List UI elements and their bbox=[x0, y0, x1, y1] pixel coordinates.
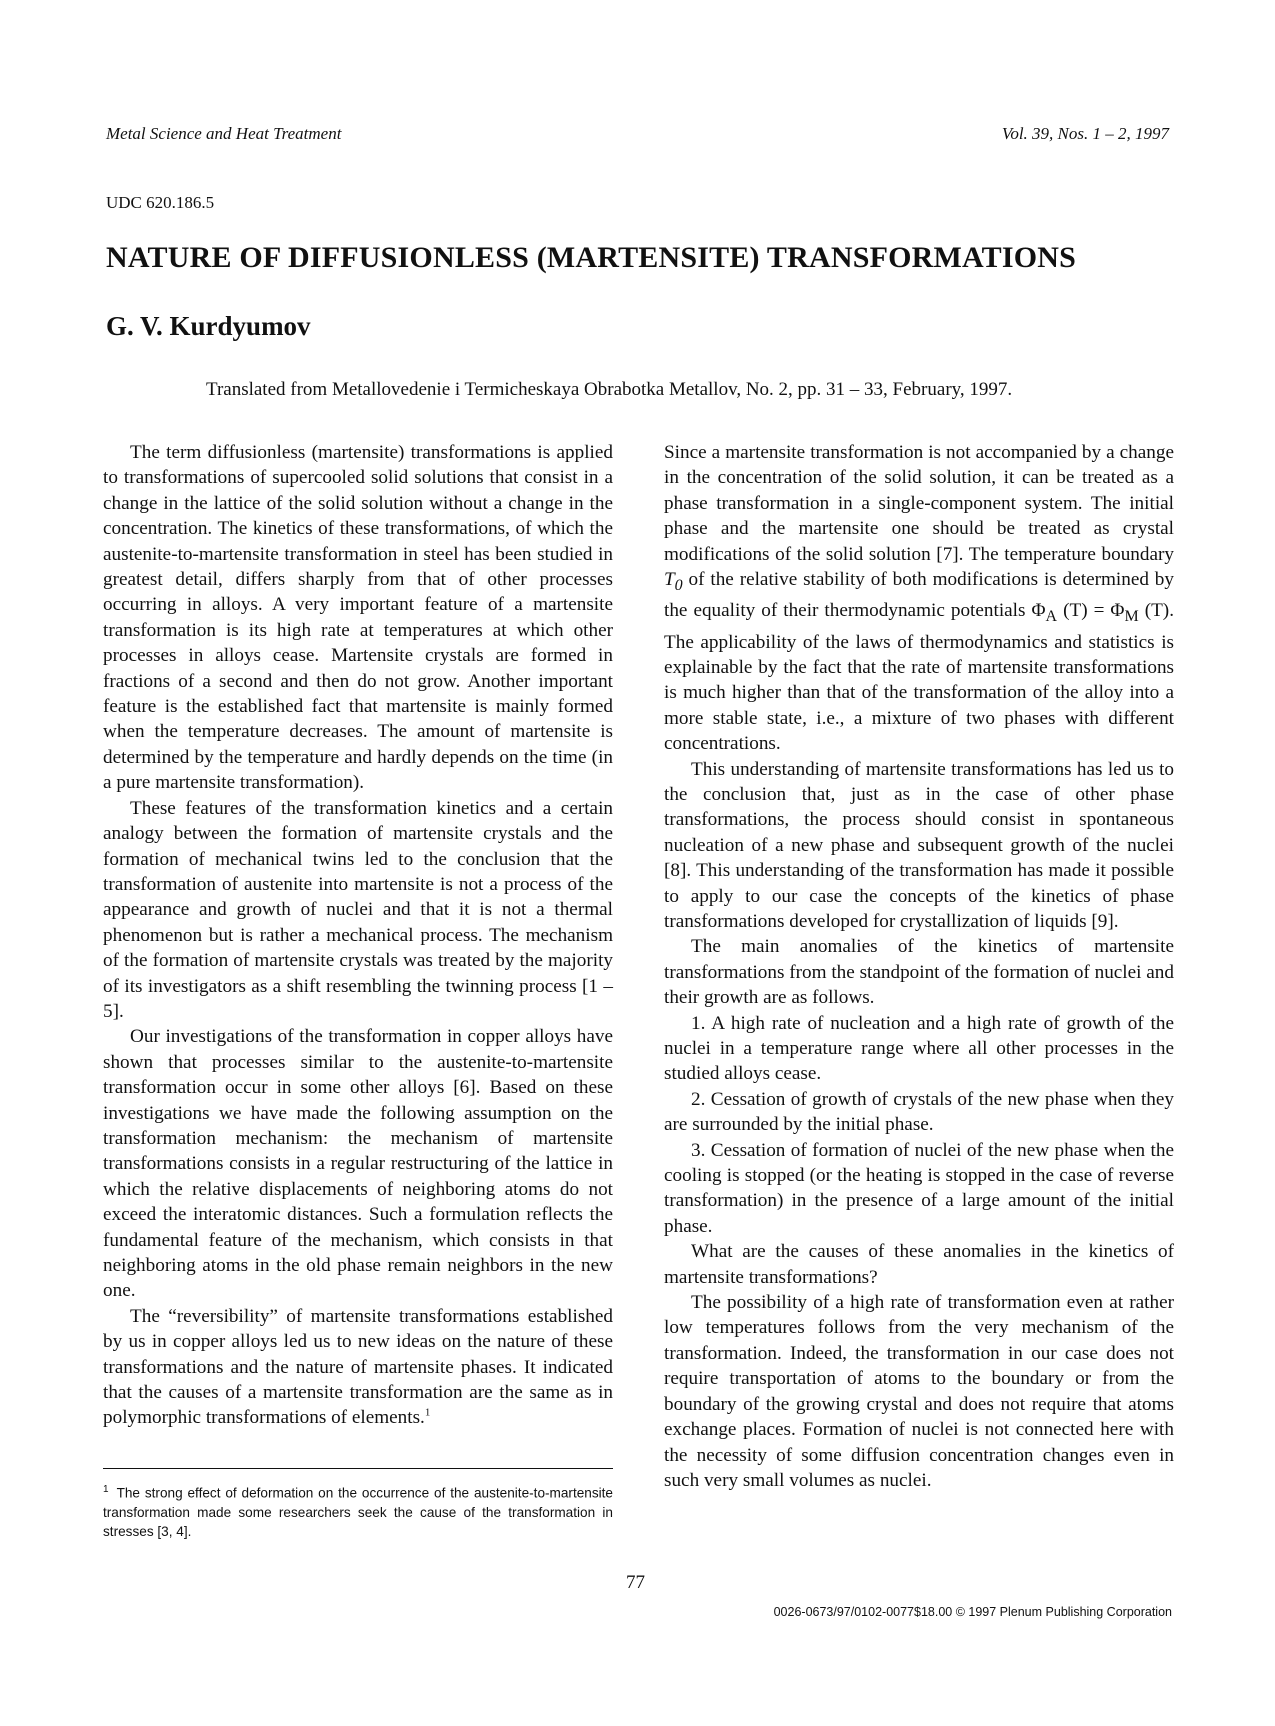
paragraph: What are the causes of these anomalies in the kinetics of martensite transformations? bbox=[664, 1241, 1174, 1288]
paragraph: The main anomalies of the kinetics of martensite transformations from the standpoint of the formation of nuclei and their growth are as follows. bbox=[664, 936, 1174, 1009]
paragraph: The possibility of a high rate of transformation even at rather low temperatures follows from the very mechanism of the transformation. Indeed, the transformation in our case does not require transportation of atoms to the boundary or from the boundary of the growing crystal and does not require that atoms exchange places. Formation of nuclei is not connected here with the necessity of some diffusion concentration changes even in such very small volumes as nuclei. bbox=[664, 1292, 1174, 1491]
paragraph: Our investigations of the transformation in copper alloys have shown that processes similar to the austenite-to-martensite transformation occur in some other alloys [6]. Based on these investigations we have made the following assumption on the transformation mechanism: the mechanism of martensite transformations consists in a regular restructuring of the lattice in which the relative displacements of neighboring atoms do not exceed the interatomic distances. Such a formulation reflects the fundamental feature of the mechanism, which consists in that neighboring atoms in the old phase remain neighbors in the new one. bbox=[103, 1026, 613, 1302]
list-item: 2. Cessation of growth of crystals of the new phase when they are surrounded by the initial phase. bbox=[664, 1088, 1174, 1136]
paragraph: The term diffusionless (martensite) transformations is applied to transformations of supercooled solid solutions that consist in a change in the lattice of the solid solution without a change in the concentration. The kinetics of these transformations, of which the austenite-to-martensite transformation in steel has been studied in greatest detail, differs sharply from that of other processes occurring in alloys. A very important feature of a martensite transformation is its high rate at temperatures at which other processes in alloys cease. Martensite crystals are formed in fractions of a second and then do not grow. Another important feature is the established fact that martensite is mainly formed when the temperature decreases. The amount of martensite is determined by the temperature and hardly depends on the time (in a pure martensite transformation). bbox=[103, 442, 613, 794]
paragraph-text: The “reversibility” of martensite transformations established by us in copper alloys led us to new ideas on the nature of these transformations and the nature of martensite phases. It indicated that the causes of a martensite transformation are the same as in polymorphic transformations of elements. bbox=[103, 1305, 613, 1429]
paragraph bbox=[664, 440, 1174, 757]
math-symbol: T bbox=[664, 569, 675, 591]
footnote bbox=[103, 1480, 613, 1541]
list-item: 1. A high rate of nucleation and a high rate of growth of the nuclei in a temperature range where all other processes in the studied alloys cease. bbox=[664, 1012, 1174, 1085]
journal-name: Metal Science and Heat Treatment bbox=[106, 124, 342, 143]
right-column bbox=[664, 440, 1174, 1493]
left-column bbox=[103, 440, 613, 1431]
footnote-divider bbox=[103, 1468, 613, 1469]
list-item: 3. Cessation of formation of nuclei of the new phase when the cooling is stopped (or the heating is stopped in the case of reverse transformation) in the presence of a large amount of the initial phase. bbox=[664, 1139, 1174, 1237]
translation-note: Translated from Metallovedenie i Termicheskaya Obrabotka Metallov, No. 2, pp. 31 – 33, February, 1997. bbox=[206, 379, 1013, 400]
paragraph-text: of the relative stability of both modifications is determined by the equality of their thermodynamic potentials bbox=[664, 569, 1174, 622]
copyright-line: 0026-0673/97/0102-0077$18.00 © 1997 Plenum Publishing Corporation bbox=[773, 1605, 1172, 1619]
author-name: G. V. Kurdyumov bbox=[106, 311, 311, 341]
math-symbol: (T) bbox=[1138, 600, 1170, 622]
paragraph: This understanding of martensite transformations has led us to the conclusion that, just as in the case of other phase transformations, the process should consist in spontaneous nucleation of a new phase and subsequent growth of the nuclei [8]. This understanding of the transformation has made it possible to apply to our case the concepts of the kinetics of phase transformations developed for crystallization of liquids [9]. bbox=[664, 758, 1174, 932]
paragraph-text: Since a martensite transformation is not accompanied by a change in the concentration of the solid solution, it can be treated as a phase transformation in a single-component system. The initial phase and the martensite one should be treated as crystal modifications of the solid solution [7]. The temperature boundary bbox=[664, 442, 1174, 565]
math-subscript: M bbox=[1124, 608, 1139, 626]
math-symbol: (T) = Φ bbox=[1057, 600, 1125, 622]
footnote-marker: 1 bbox=[424, 1407, 431, 1420]
paragraph: These features of the transformation kinetics and a certain analogy between the formation of martensite crystals and the formation of mechanical twins led to the conclusion that the transformation of austenite into martensite is not a process of the appearance and growth of nuclei and that it is not a thermal phenomenon but is rather a mechanical process. The mechanism of the formation of martensite crystals was treated by the majority of its investigators as a shift resembling the twinning process [1 – 5]. bbox=[103, 797, 613, 1022]
udc-code: UDC 620.186.5 bbox=[106, 193, 215, 212]
math-t0 bbox=[664, 569, 683, 594]
paragraph bbox=[103, 1304, 613, 1431]
volume-info: Vol. 39, Nos. 1 – 2, 1997 bbox=[1001, 124, 1169, 143]
footnote-number: 1 bbox=[103, 1484, 109, 1495]
footnote-text: The strong effect of deformation on the occurrence of the austenite-to-martensite transformation made some researchers seek the cause of the transformation in stresses [3, 4]. bbox=[103, 1485, 613, 1539]
article-title: NATURE OF DIFFUSIONLESS (MARTENSITE) TRANSFORMATIONS bbox=[106, 241, 1077, 274]
math-symbol: Φ bbox=[1031, 600, 1046, 622]
paragraph-text: . The applicability of the laws of thermodynamics and statistics is explainable by the fact that the rate of martensite transformations is much higher than that of the transformation of the alloy into a more stable state, i.e., a mixture of two phases with different concentrations. bbox=[664, 600, 1174, 755]
math-subscript: 0 bbox=[674, 576, 683, 594]
math-subscript: A bbox=[1045, 608, 1058, 626]
math-equation bbox=[1031, 600, 1170, 626]
page-number: 77 bbox=[626, 1572, 645, 1593]
